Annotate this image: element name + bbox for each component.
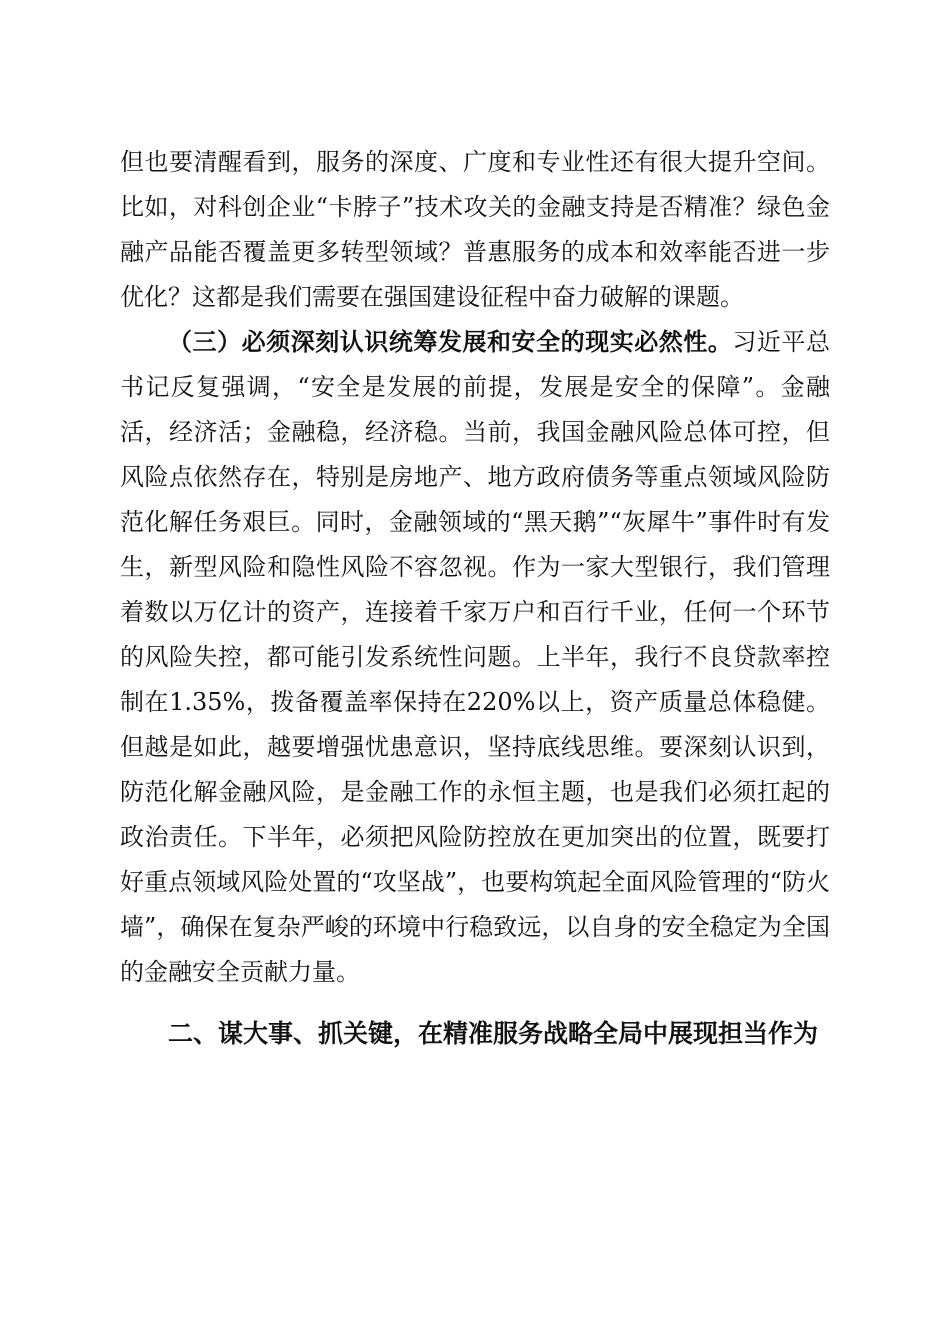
paragraph-text: 习近平总书记反复强调，“安全是发展的前提，发展是安全的保障”。金融活，经济活；金融稳，经济稳。当前，我国金融风险总体可控，但风险点依然存在，特别是房地产、地方政府债务等重点领域风险防范化解任务艰巨。同时，金融领域的“黑天鹅”“灰犀牛”事件时有发生，新型风险和隐性风险不容忽视。作为一家大型银行，我们管理着数以万亿计的资产，连接着千家万户和百行千业，任何一个环节的风险失控，都可能引发系统性问题。上半年，我行不良贷款率控制在1.35%，拨备覆盖率保持在220%以上，资产质量总体稳健。但越是如此，越要增强忧患意识，坚持底线思维。要深刻认识到，防范化解金融风险，是金融工作的永恒主题，也是我们必须扛起的政治责任。下半年，必须把风险防控放在更加突出的位置，既要打好重点领域风险处置的“攻坚战”，也要构筑起全面风险管理的“防火墙”，确保在复杂严峻的环境中行稳致远，以自身的安全稳定为全国的金融安全贡献力量。 bbox=[120, 328, 831, 986]
paragraph-text: 但也要清醒看到，服务的深度、广度和专业性还有很大提升空间。比如，对科创企业“卡脖子”技术攻关的金融支持是否精准？绿色金融产品能否覆盖更多转型领域？普惠服务的成本和效率能否进一步优化？这都是我们需要在强国建设征程中奋力破解的课题。 bbox=[120, 148, 830, 311]
paragraph-service-gaps bbox=[120, 140, 830, 320]
section-heading: 二、谋大事、抓关键，在精准服务战略全局中展现担当作为 bbox=[168, 1019, 819, 1048]
paragraph-development-security bbox=[120, 320, 830, 995]
section-subheading: （三）必须深刻认识统筹发展和安全的现实必然性。 bbox=[168, 328, 733, 356]
document-body bbox=[120, 140, 830, 1061]
